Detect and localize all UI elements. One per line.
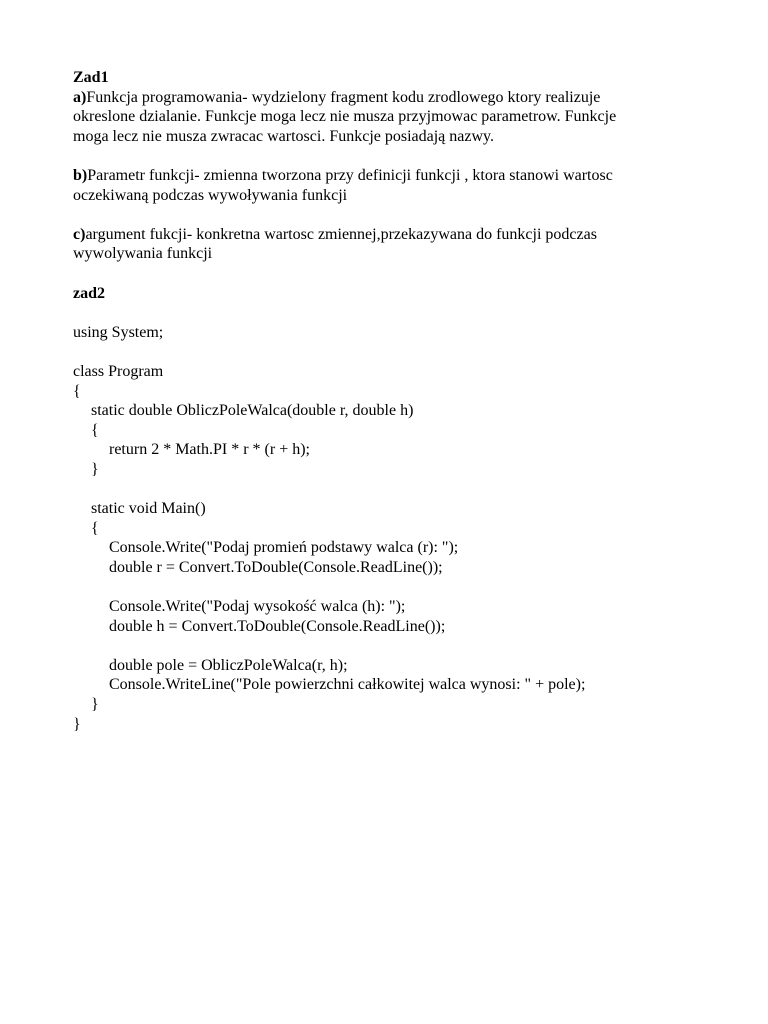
code-writeline: Console.WriteLine("Pole powierzchni całkowitej walca wynosi: " + pole); <box>109 676 586 694</box>
code-return-statement: return 2 * Math.PI * r * (r + h); <box>109 441 310 459</box>
zad1-a-line3: moga lecz nie musza zwracac wartosci. Funkcje posiadają nazwy. <box>73 127 494 145</box>
code-using: using System; <box>73 323 164 341</box>
code-read-h: double h = Convert.ToDouble(Console.ReadLine()); <box>109 617 446 635</box>
zad1-a-line1: a)Funkcja programowania- wydzielony fragment kodu zrodlowego ktory realizuje <box>73 88 601 106</box>
zad1-b-label: b) <box>73 166 88 184</box>
spacer <box>73 303 713 323</box>
zad1-b-line1: b)Parametr funkcji- zmienna tworzona przy definicji funkcji , ktora stanowi wartosc <box>73 166 613 184</box>
code-calc-pole: double pole = ObliczPoleWalca(r, h); <box>109 656 348 674</box>
zad1-c-line1: c)argument fukcji- konkretna wartosc zmiennej,przekazywana do funkcji podczas <box>73 225 597 243</box>
spacer <box>73 636 713 656</box>
spacer <box>73 342 713 362</box>
spacer <box>73 479 713 499</box>
zad1-heading: Zad1 <box>73 69 109 86</box>
zad1-c-line2: wywolywania funkcji <box>73 245 213 263</box>
code-read-r: double r = Convert.ToDouble(Console.ReadLine()); <box>109 558 443 576</box>
zad1-a-line2: okreslone dzialanie. Funkcje moga lecz nie musza przyjmowac parametrow. Funkcje <box>73 108 617 126</box>
code-open-brace: { <box>91 519 99 537</box>
code-close-brace: } <box>91 696 99 713</box>
code-method-signature: static double ObliczPoleWalca(double r, double h) <box>91 402 414 420</box>
zad1-c-label: c) <box>73 225 86 243</box>
spacer <box>73 577 713 597</box>
zad2-heading: zad2 <box>73 284 105 302</box>
spacer <box>73 146 713 166</box>
code-open-brace: { <box>73 382 81 400</box>
spacer <box>73 264 713 284</box>
code-close-brace: } <box>73 715 81 733</box>
code-write-h: Console.Write("Podaj wysokość walca (h): "); <box>109 598 406 616</box>
code-close-brace: } <box>91 460 99 478</box>
code-write-r: Console.Write("Podaj promień podstawy walca (r): "); <box>109 539 459 557</box>
zad1-a-label: a) <box>73 88 87 106</box>
spacer <box>73 205 713 225</box>
code-open-brace: { <box>91 421 99 439</box>
document-page <box>73 68 713 734</box>
code-class-decl: class Program <box>73 362 164 380</box>
code-main-signature: static void Main() <box>91 500 206 518</box>
zad1-b-line2: oczekiwaną podczas wywoływania funkcji <box>73 186 348 204</box>
